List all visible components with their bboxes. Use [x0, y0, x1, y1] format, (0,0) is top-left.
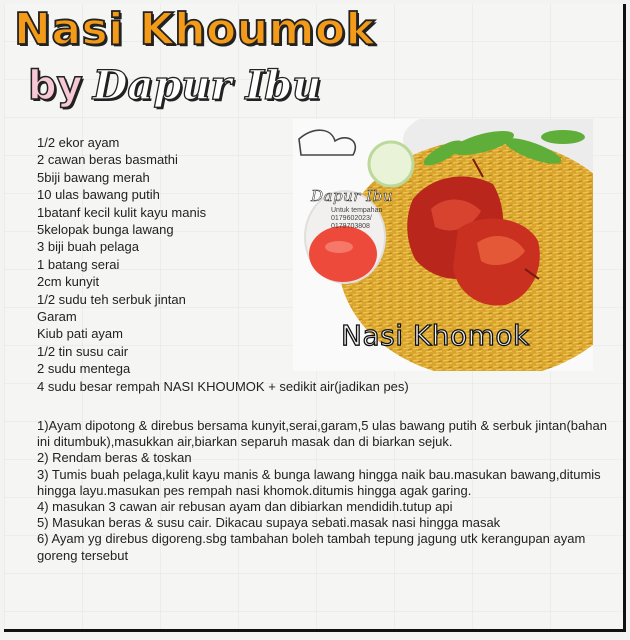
recipe-title: Nasi Khoumok — [14, 4, 376, 55]
byline — [28, 62, 321, 109]
step-list — [37, 418, 622, 564]
ingredient-item: 1 batang serai — [37, 256, 120, 272]
ingredient-item: 1/2 tin susu cair — [37, 343, 129, 359]
contact-line: 0179703808 — [331, 223, 370, 230]
ingredient-list — [37, 134, 409, 395]
ingredient-item: 3 biji buah pelaga — [37, 239, 139, 255]
ingredient-item: Kiub pati ayam — [37, 326, 123, 342]
ingredient-item: 1/2 sudu teh serbuk jintan — [37, 291, 186, 307]
byline-by: by — [28, 63, 83, 109]
step-item: 6) Ayam yg direbus digoreng.sbg tambahan boleh tambah tepung jagung utk kerangupan ayam goreng tersebut — [37, 531, 586, 563]
ingredient-item: 2cm kunyit — [37, 274, 100, 290]
photo-caption: Nasi Khomok — [341, 319, 530, 352]
ingredient-item: 2 cawan beras basmathi — [37, 152, 178, 168]
step-item: 1)Ayam dipotong & direbus bersama kunyit,serai,garam,5 ulas bawang putih & serbuk jintan(bahan ini ditumbuk),masukkan air,biarkan separuh masak dan di biarkan sejuk. — [37, 418, 607, 450]
step-item: 5) Masukan beras & susu cair. Dikacau supaya sebati.masak nasi hingga masak — [37, 515, 501, 531]
recipe-card — [4, 4, 626, 632]
byline-brand: Dapur Ibu — [92, 62, 322, 109]
contact-line: 0179602023/ — [331, 215, 372, 222]
ingredient-item: 10 ulas bawang putih — [37, 187, 160, 203]
ingredient-item: Garam — [37, 309, 77, 325]
step-item: 4) masukan 3 cawan air rebusan ayam dan dibiarkan mendidih.tutup api — [37, 499, 453, 515]
ingredient-item: 2 sudu mentega — [37, 361, 131, 377]
ingredient-item: 4 sudu besar rempah NASI KHOUMOK + sedikit air(jadikan pes) — [37, 378, 409, 394]
photo-watermark-brand: Dapur Ibu — [311, 187, 393, 205]
ingredient-item: 5biji bawang merah — [37, 169, 150, 185]
ingredient-item: 1/2 ekor ayam — [37, 135, 120, 150]
ingredient-item: 1batanf kecil kulit kayu manis — [37, 204, 207, 220]
step-item: 2) Rendam beras & toskan — [37, 450, 192, 466]
ingredient-item: 5kelopak bunga lawang — [37, 222, 174, 238]
step-item: 3) Tumis buah pelaga,kulit kayu manis & bunga lawang hingga naik bau.masukan bawang,ditumis hingga layu.masukan pes rempah nasi khomok.ditumis hingga agak garing. — [37, 466, 601, 498]
contact-line: Untuk tempahan — [331, 207, 383, 214]
